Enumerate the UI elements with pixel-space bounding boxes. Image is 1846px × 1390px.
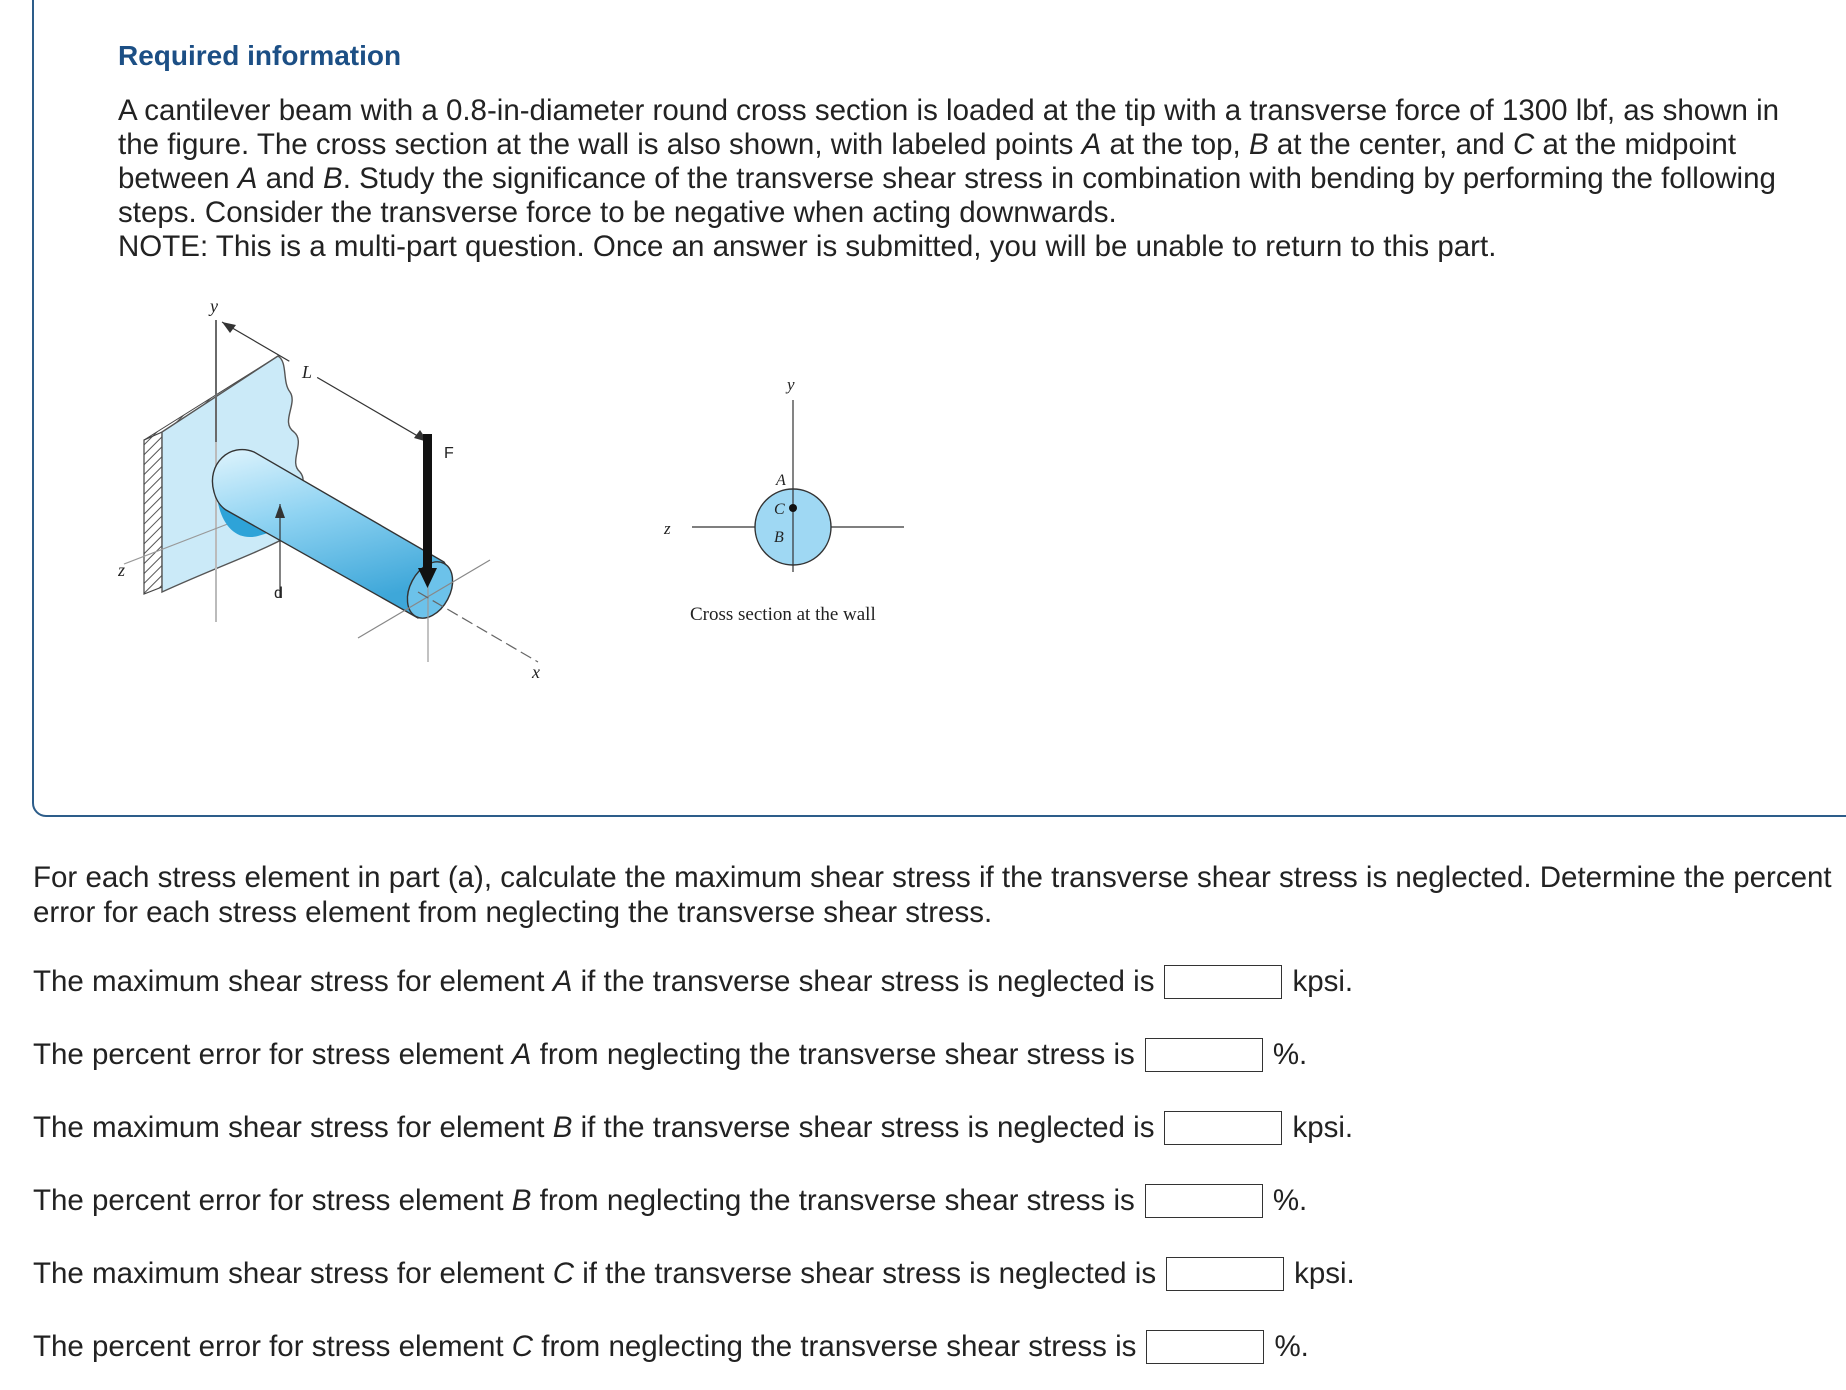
question-intro: For each stress element in part (a), calculate the maximum shear stress if the transverse shear stress is neglected. Determine the percent error for each stress element from neglecting the transverse shear stress. (33, 861, 1832, 929)
section-z-label: z (664, 519, 671, 538)
length-label: L (302, 362, 313, 382)
percent-error-a-input[interactable] (1145, 1038, 1263, 1072)
z-axis-label: z (118, 560, 126, 580)
cross-section-caption: Cross section at the wall (690, 604, 876, 625)
answer-row-max-shear-b: The maximum shear stress for element B if the transverse shear stress is neglected is kpsi. (33, 1111, 1354, 1144)
unit-label: %. (1274, 1330, 1309, 1363)
unit-label: kpsi. (1292, 965, 1354, 998)
point-b-label: B (774, 529, 784, 546)
cantilever-beam-figure (118, 292, 678, 742)
max-shear-b-input[interactable] (1164, 1111, 1282, 1145)
required-information-title: Required information (118, 40, 402, 71)
point-a-label: A (776, 472, 786, 489)
force-arrow (423, 434, 432, 570)
unit-label: %. (1272, 1038, 1308, 1071)
answer-row-percent-error-a: The percent error for stress element A from neglecting the transverse shear stress is %. (33, 1038, 1308, 1071)
problem-statement (118, 94, 1808, 264)
diameter-label: d (274, 585, 283, 602)
unit-label: kpsi. (1294, 1257, 1355, 1290)
answer-row-max-shear-a: The maximum shear stress for element A if the transverse shear stress is neglected is kpsi. (33, 965, 1354, 998)
force-label: F (444, 445, 454, 462)
point-c-dot (789, 504, 797, 512)
answer-row-percent-error-b: The percent error for stress element B from neglecting the transverse shear stress is %. (33, 1184, 1308, 1217)
section-y-label: y (787, 375, 795, 394)
answer-row-max-shear-c: The maximum shear stress for element C if the transverse shear stress is neglected is kpsi. (33, 1257, 1355, 1290)
percent-error-b-input[interactable] (1145, 1184, 1263, 1218)
y-axis-label: y (210, 296, 218, 316)
unit-label: %. (1272, 1184, 1308, 1217)
max-shear-a-input[interactable] (1164, 965, 1282, 999)
cross-section-figure (660, 372, 930, 662)
x-axis-label: x (532, 662, 540, 682)
unit-label: kpsi. (1292, 1111, 1354, 1144)
point-c-label: C (774, 501, 785, 518)
percent-error-c-input[interactable] (1146, 1330, 1264, 1364)
max-shear-c-input[interactable] (1166, 1257, 1284, 1291)
wall-hatching (144, 432, 162, 594)
problem-description: A cantilever beam with a 0.8-in-diameter round cross section is loaded at the tip with a transverse force of 1300 lbf, as shown in the figure. The cross section at the wall is also shown, with labeled points A at the top, B at the center, and C at the midpoint between A and B. Study the significance of the transverse shear stress in combination with bending by performing the following steps. Consider the transverse force to be negative when acting downwards. (118, 94, 1780, 229)
answer-row-percent-error-c: The percent error for stress element C from neglecting the transverse shear stress is %. (33, 1330, 1309, 1363)
multipart-note: NOTE: This is a multi-part question. Once an answer is submitted, you will be unable to return to this part. (118, 230, 1497, 263)
